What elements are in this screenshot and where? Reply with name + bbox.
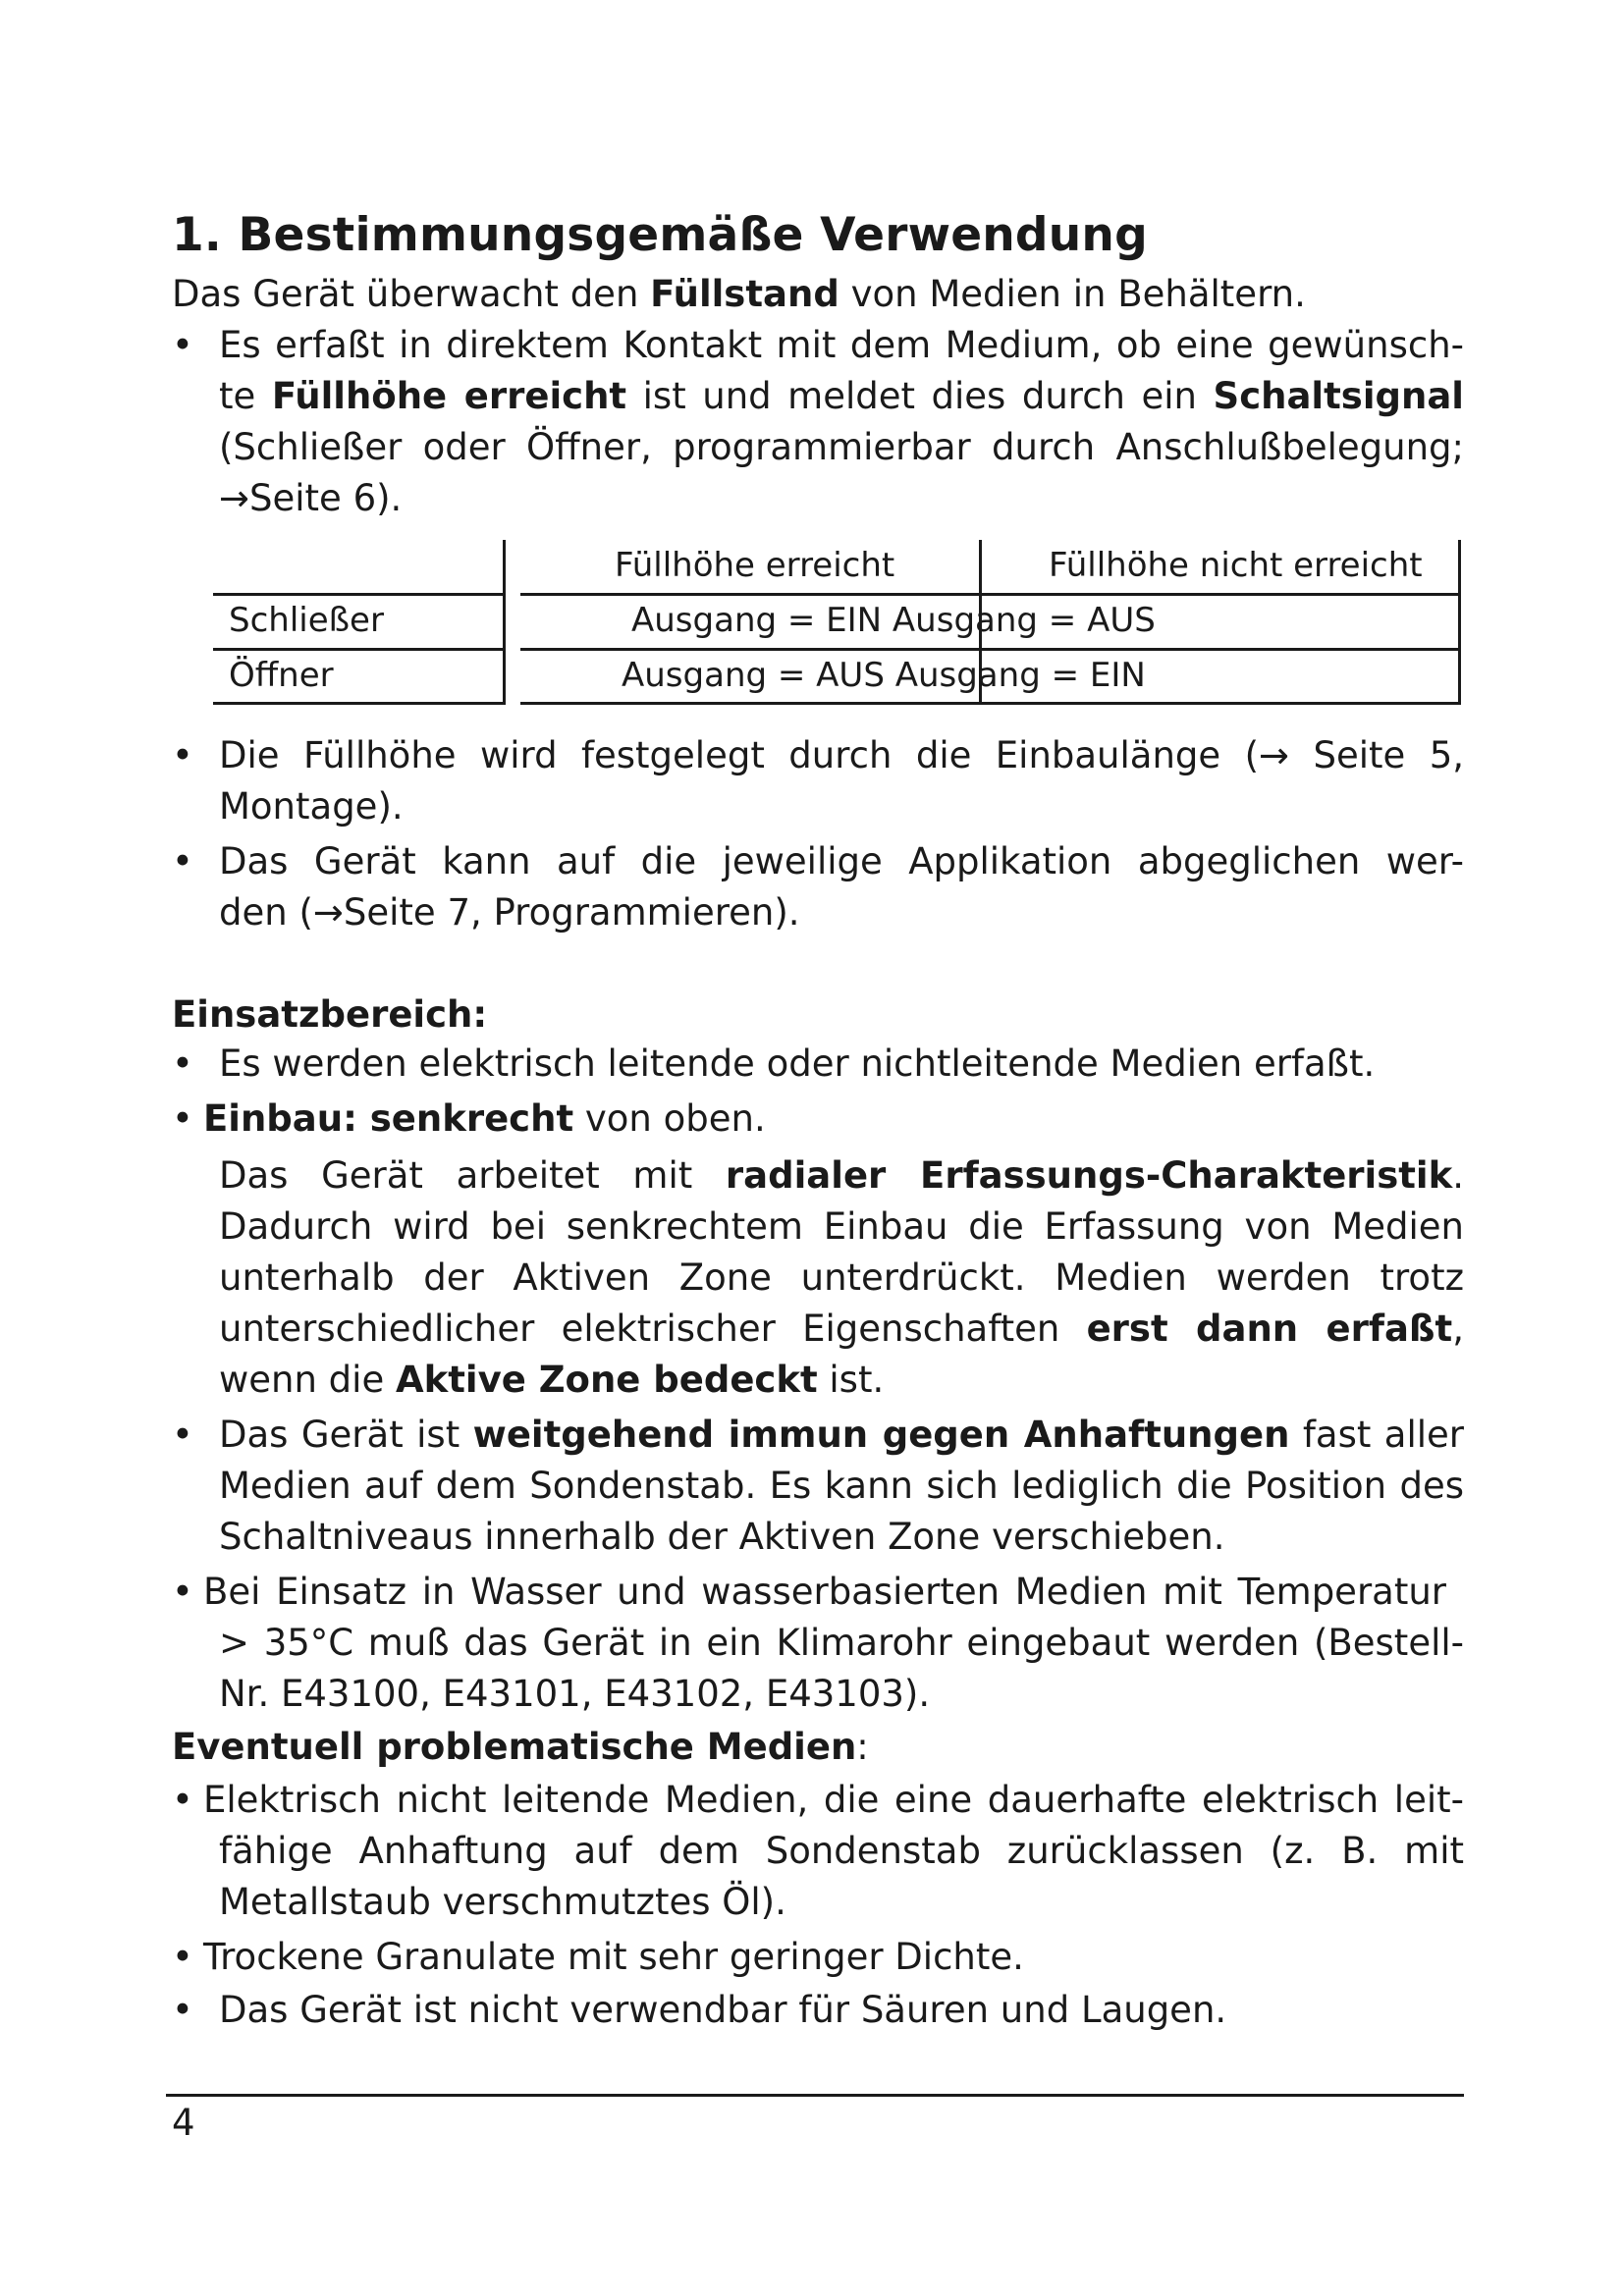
bullet1-line1: Es erfaßt in direktem Kontakt mit dem Medium, ob eine gewünsch- [219,324,1464,366]
einsatz-bullet4-line3: Nr. E43100, E43101, E43102, E43103). [219,1673,931,1715]
bullet-marker: • [172,1042,193,1085]
table-row-value: Ausgang = EIN Ausgang = AUS [631,601,1156,640]
bullet-marker: • [172,1989,193,2031]
table-row-label: Öffner [229,656,334,695]
problem-bullet3: Das Gerät ist nicht verwendbar für Säuren und Laugen. [219,1989,1227,2031]
text: . [1452,1154,1464,1197]
bullet-marker: • [172,1414,193,1456]
einsatz-para-line4 [219,1304,1464,1355]
text: wenn die [219,1359,396,1401]
einsatz-para-line2: Dadurch wird bei senkrechtem Einbau die Erfassung von Medien [219,1205,1464,1248]
bullet-marker: • [172,324,193,366]
page-number: 4 [172,2102,195,2144]
bold-text: Schaltsignal [1213,375,1464,417]
bullet-marker: • [172,734,193,776]
bullet-marker: • [172,1779,193,1821]
bullet-marker: • [172,1571,193,1613]
table-hline [213,593,505,596]
bullet2-line2: Montage). [219,785,404,828]
table-hline [520,593,1461,596]
bullet1-line2 [219,371,1464,422]
einsatz-bullet2 [203,1094,766,1145]
footer-rule [166,2094,1464,2097]
einsatz-para-line3: unterhalb der Aktiven Zone unterdrückt. Medien werden trotz [219,1256,1464,1299]
table-hline [213,648,505,651]
document-page [172,0,1466,2296]
text: ist und meldet dies durch ein [626,375,1214,417]
einsatz-bullet4-line1: Bei Einsatz in Wasser und wasserbasierten Medien mit Temperatur [203,1571,1446,1613]
einsatz-para-line1 [219,1150,1464,1201]
table-row-label: Schließer [229,601,384,640]
text: Das Gerät ist [219,1414,473,1456]
table-hline [520,702,1461,705]
table-hline [213,702,505,705]
bullet3-line2: den (→Seite 7, Programmieren). [219,891,800,934]
bullet-marker: • [172,1936,193,1978]
table-header: Füllhöhe nicht erreicht [1049,546,1423,585]
bullet1-line3: (Schließer oder Öffner, programmierbar durch Anschlußbelegung; [219,426,1464,468]
bold-text: erst dann erfaßt [1086,1308,1453,1350]
intro-paragraph [172,269,1306,320]
intro-bold: Füllstand [650,273,839,315]
intro-text: Das Gerät überwacht den [172,273,651,315]
bullet-marker: • [172,840,193,882]
bold-text: radialer Erfassungs-Charakteristik [725,1154,1453,1197]
text: ist. [817,1359,885,1401]
table-vline [1458,540,1461,705]
bold-text: Füllhöhe erreicht [271,375,627,417]
einsatz-bullet3-line1 [219,1410,1464,1461]
einsatz-bullet3-line2: Medien auf dem Sondenstab. Es kann sich lediglich die Position des [219,1465,1464,1507]
bullet-marker: • [172,1097,193,1140]
bullet1-line4: →Seite 6). [219,477,403,519]
problem-bullet1-line1: Elektrisch nicht leitende Medien, die eine dauerhafte elektrisch leit- [203,1779,1464,1821]
problem-bullet2: Trockene Granulate mit sehr geringer Dichte. [203,1936,1024,1978]
bullet2-line1: Die Füllhöhe wird festgelegt durch die Einbaulänge (→ Seite 5, [219,734,1464,776]
table-header: Füllhöhe erreicht [615,546,895,585]
table-hline [520,648,1461,651]
einsatz-bullet1: Es werden elektrisch leitende oder nichtleitende Medien erfaßt. [219,1042,1376,1085]
bold-text: Eventuell problematische Medien [172,1726,857,1768]
bold-text: Einbau: senkrecht [203,1097,574,1140]
einsatz-para-line5 [219,1355,884,1406]
problem-heading [172,1722,869,1773]
text: unterschiedlicher elektrischer Eigenschaften [219,1308,1087,1350]
einsatz-heading: Einsatzbereich: [172,993,488,1036]
bold-text: weitgehend immun gegen Anhaftungen [472,1414,1290,1456]
section-heading: 1. Bestimmungsgemäße Verwendung [172,208,1148,262]
einsatz-bullet3-line3: Schaltniveaus innerhalb der Aktiven Zone verschieben. [219,1516,1225,1558]
intro-text-end: von Medien in Behältern. [839,273,1306,315]
problem-bullet1-line3: Metallstaub verschmutztes Öl). [219,1881,786,1923]
text: Das Gerät arbeitet mit [219,1154,726,1197]
text: , [1452,1308,1464,1350]
einsatz-bullet4-line2: > 35°C muß das Gerät in ein Klimarohr eingebaut werden (Bestell- [219,1622,1464,1664]
bold-text: Aktive Zone bedeckt [395,1359,818,1401]
text: von oben. [573,1097,766,1140]
text: te [219,375,272,417]
text: fast aller [1289,1414,1464,1456]
table-row-value: Ausgang = AUS Ausgang = EIN [622,656,1146,695]
problem-bullet1-line2: fähige Anhaftung auf dem Sondenstab zurücklassen (z. B. mit [219,1830,1464,1872]
table-vline [503,540,506,705]
bullet3-line1: Das Gerät kann auf die jeweilige Applikation abgeglichen wer- [219,840,1464,882]
text: : [856,1726,869,1768]
